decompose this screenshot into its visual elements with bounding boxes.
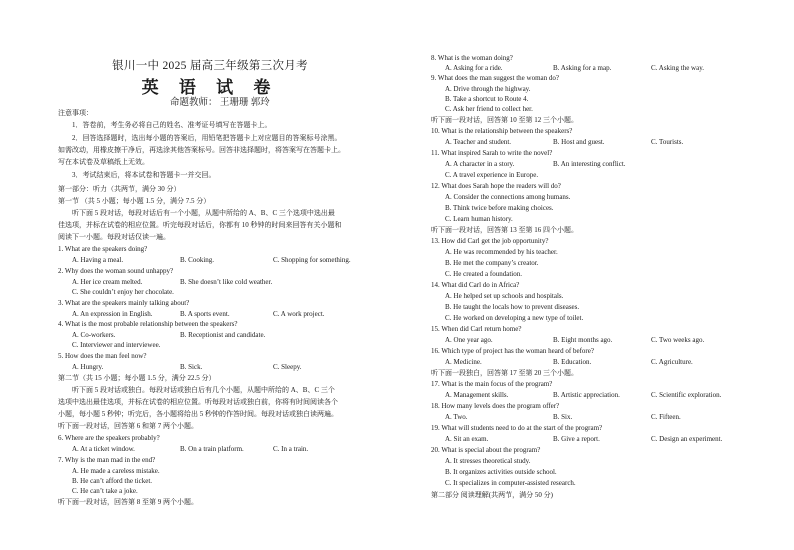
option-a[interactable]: A. Medicine. [445, 358, 482, 366]
option-c[interactable]: C. Two weeks ago. [651, 336, 705, 344]
question-options [431, 358, 693, 367]
notice-item: 2．回答选择题时，选出每小题的答案后，用铅笔把答题卡上对应题目的答案标号涂黑。 [72, 134, 342, 142]
part1-title: 第一部分：听力（共两节，满分 30 分） [58, 185, 181, 193]
question-stem: 3. What are the speakers mainly talking about? [58, 299, 190, 307]
section2-intro: 听下面 5 段对话或独白。每段对话或独白后有几个小题，从题中所给的 A、B、C 三个 [72, 386, 335, 394]
option-c[interactable]: C. It specializes in computer-assisted research. [445, 479, 576, 487]
question-options [58, 331, 265, 340]
option-c[interactable]: C. Interviewer and interviewee. [72, 341, 161, 349]
question-stem: 9. What does the man suggest the woman do? [431, 74, 559, 82]
question-stem: 14. What did Carl do in Africa? [431, 281, 520, 289]
listen-instruction: 听下面一段对话，回答第 13 至第 16 四个小题。 [431, 226, 578, 234]
question-options [431, 138, 683, 147]
question-stem: 20. What is special about the program? [431, 446, 541, 454]
option-b[interactable]: B. Sick. [180, 363, 203, 371]
option-a[interactable]: A. Consider the connections among humans. [445, 193, 571, 201]
option-c[interactable]: C. Fifteen. [651, 413, 681, 421]
question-options [431, 435, 722, 444]
option-c[interactable]: C. A work project. [273, 310, 325, 318]
option-b[interactable]: B. Host and guest. [553, 138, 605, 146]
option-c[interactable]: C. She couldn’t enjoy her chocolate. [72, 288, 174, 296]
option-c[interactable]: C. Sleepy. [273, 363, 302, 371]
exam-title: 银川一中 2025 届高三年级第三次月考 [112, 60, 308, 72]
question-options [431, 160, 626, 169]
section1-intro: 听下面 5 段对话，每段对话后有一个小题，从题中所给的 A、B、C 三个选项中选出最 [72, 209, 335, 217]
option-b[interactable]: B. On a train platform. [180, 445, 244, 453]
option-c[interactable]: C. Design an experiment. [651, 435, 723, 443]
section1-title: 第一节 （共 5 小题；每小题 1.5 分，满分 7.5 分） [58, 197, 211, 205]
question-stem: 6. Where are the speakers probably? [58, 434, 160, 442]
question-options [58, 278, 272, 287]
subject-title: 英 语 试 卷 [141, 78, 279, 97]
question-stem: 12. What does Sarah hope the readers will do? [431, 182, 561, 190]
option-c[interactable]: C. Ask her friend to collect her. [445, 105, 533, 113]
question-stem: 15. When did Carl return home? [431, 325, 522, 333]
question-stem: 2. Why does the woman sound unhappy? [58, 267, 174, 275]
option-a[interactable]: A. Drive through the highway. [445, 85, 531, 93]
option-c[interactable]: C. Agriculture. [651, 358, 693, 366]
option-a[interactable]: A. Having a meal. [72, 256, 124, 264]
question-stem: 4. What is the most probable relationship between the speakers? [58, 320, 238, 328]
question-stem: 13. How did Carl get the job opportunity? [431, 237, 549, 245]
option-a[interactable]: A. Co-workers. [72, 331, 116, 339]
question-stem: 18. How many levels does the program offer? [431, 402, 560, 410]
option-a[interactable]: A. Asking for a ride. [445, 64, 503, 72]
option-a[interactable]: A. He was recommended by his teacher. [445, 248, 558, 256]
section2-intro: 听下面一段对话，回答第 6 和第 7 两个小题。 [58, 422, 198, 430]
option-c[interactable]: C. Shopping for something. [273, 256, 351, 264]
option-a[interactable]: A. Her ice cream melted. [72, 278, 143, 286]
option-b[interactable]: B. Six. [553, 413, 573, 421]
question-stem: 8. What is the woman doing? [431, 54, 513, 62]
notice-title: 注意事项： [58, 109, 93, 117]
option-c[interactable]: C. He worked on developing a new type of toilet. [445, 314, 584, 322]
option-c[interactable]: C. He created a foundation. [445, 270, 522, 278]
option-b[interactable]: B. He can’t afford the ticket. [72, 477, 153, 485]
section1-intro: 佳选项，并标在试卷的相应位置。听完每段对话后，你都有 10 秒钟的时间来回答有关小题和 [58, 221, 342, 229]
question-options [58, 256, 351, 265]
option-c[interactable]: C. He can’t take a joke. [72, 487, 138, 495]
option-a[interactable]: A. Two. [445, 413, 468, 421]
question-options [431, 391, 721, 400]
part2-title: 第二部分 阅读理解(共两节，满分 50 分) [431, 491, 553, 499]
option-b[interactable]: B. Receptionist and candidate. [180, 331, 266, 339]
option-b[interactable]: B. He met the company’s creator. [445, 259, 539, 267]
notice-item: 3．考试结束后，将本试卷和答题卡一并交回。 [72, 171, 216, 179]
question-stem: 17. What is the main focus of the program? [431, 380, 553, 388]
section2-title: 第二节（共 15 小题；每小题 1.5 分，满分 22.5 分） [58, 374, 216, 382]
listen-instruction: 听下面一段独白，回答第 17 至第 20 三个小题。 [431, 369, 578, 377]
option-b[interactable]: B. Take a shortcut to Route 4. [445, 95, 529, 103]
option-b[interactable]: B. Think twice before making choices. [445, 204, 554, 212]
question-options [431, 64, 704, 73]
question-options [431, 336, 704, 345]
listen-instruction: 听下面一段对话，回答第 8 至第 9 两个小题。 [58, 498, 198, 506]
option-b[interactable]: B. A sports event. [180, 310, 230, 318]
question-options [431, 413, 681, 422]
option-b[interactable]: B. Artistic appreciation. [553, 391, 620, 399]
option-c[interactable]: C. A travel experience in Europe. [445, 171, 539, 179]
notice-item: 1．答卷前，考生务必将自己的姓名、准考证号填写在答题卡上。 [72, 121, 272, 129]
option-c[interactable]: C. Tourists. [651, 138, 684, 146]
question-options [58, 445, 308, 454]
question-stem: 16. Which type of project has the woman heard of before? [431, 347, 594, 355]
teacher-line [170, 94, 390, 108]
option-b[interactable]: B. She doesn’t like cold weather. [180, 278, 273, 286]
option-a[interactable]: A. Hungry. [72, 363, 104, 371]
question-stem: 11. What inspired Sarah to write the novel? [431, 149, 553, 157]
option-a[interactable]: A. At a ticket window. [72, 445, 135, 453]
option-c[interactable]: C. In a train. [273, 445, 309, 453]
teacher-label: 命题教师： [170, 98, 218, 108]
option-a[interactable]: A. Teacher and student. [445, 138, 512, 146]
option-a[interactable]: A. Sit an exam. [445, 435, 489, 443]
question-stem: 5. How does the man feel now? [58, 352, 147, 360]
option-a[interactable]: A. A character in a story. [445, 160, 515, 168]
question-stem: 7. Why is the man mad in the end? [58, 456, 156, 464]
section2-intro: 小题，每小题 5 秒钟；听完后，各小题将给出 5 秒钟的作答时间。每段对话或独白读两遍。 [58, 410, 338, 418]
option-a[interactable]: A. An expression in English. [72, 310, 153, 318]
question-options [58, 310, 325, 319]
option-b[interactable]: B. Cooking. [180, 256, 215, 264]
option-a[interactable]: A. It stresses theoretical study. [445, 457, 531, 465]
section2-intro: 选项中选出最佳选项，并标在试卷的相应位置。听每段对话或独白前，你将有时间阅读各个 [58, 398, 338, 406]
option-a[interactable]: A. He helped set up schools and hospitals. [445, 292, 564, 300]
notice-item: 写在本试卷及草稿纸上无效。 [58, 158, 149, 166]
option-b[interactable]: B. Eight months ago. [553, 336, 613, 344]
question-options [58, 363, 302, 372]
option-b[interactable]: B. He taught the locals how to prevent diseases. [445, 303, 580, 311]
option-c[interactable]: C. Scientific exploration. [651, 391, 722, 399]
section1-intro: 阅读下一小题。每段对话仅读一遍。 [58, 233, 170, 241]
option-a[interactable]: A. He made a careless mistake. [72, 467, 160, 475]
option-b[interactable]: B. An interesting conflict. [553, 160, 626, 168]
question-stem: 10. What is the relationship between the speakers? [431, 127, 573, 135]
option-c[interactable]: C. Asking the way. [651, 64, 705, 72]
option-b[interactable]: B. Asking for a map. [553, 64, 612, 72]
notice-item: 如需改动，用橡皮擦干净后，再选涂其他答案标号。回答非选择题时，将答案写在答题卡上。 [58, 146, 345, 154]
option-b[interactable]: B. It organizes activities outside school. [445, 468, 557, 476]
option-c[interactable]: C. Learn human history. [445, 215, 513, 223]
option-a[interactable]: A. One year ago. [445, 336, 493, 344]
question-stem: 1. What are the speakers doing? [58, 245, 148, 253]
option-a[interactable]: A. Management skills. [445, 391, 509, 399]
option-b[interactable]: B. Education. [553, 358, 592, 366]
question-stem: 19. What will students need to do at the start of the program? [431, 424, 603, 432]
option-b[interactable]: B. Give a report. [553, 435, 600, 443]
listen-instruction: 听下面一段对话，回答第 10 至第 12 三个小题。 [431, 116, 578, 124]
teacher-names: 王珊珊 郭玲 [219, 98, 270, 108]
